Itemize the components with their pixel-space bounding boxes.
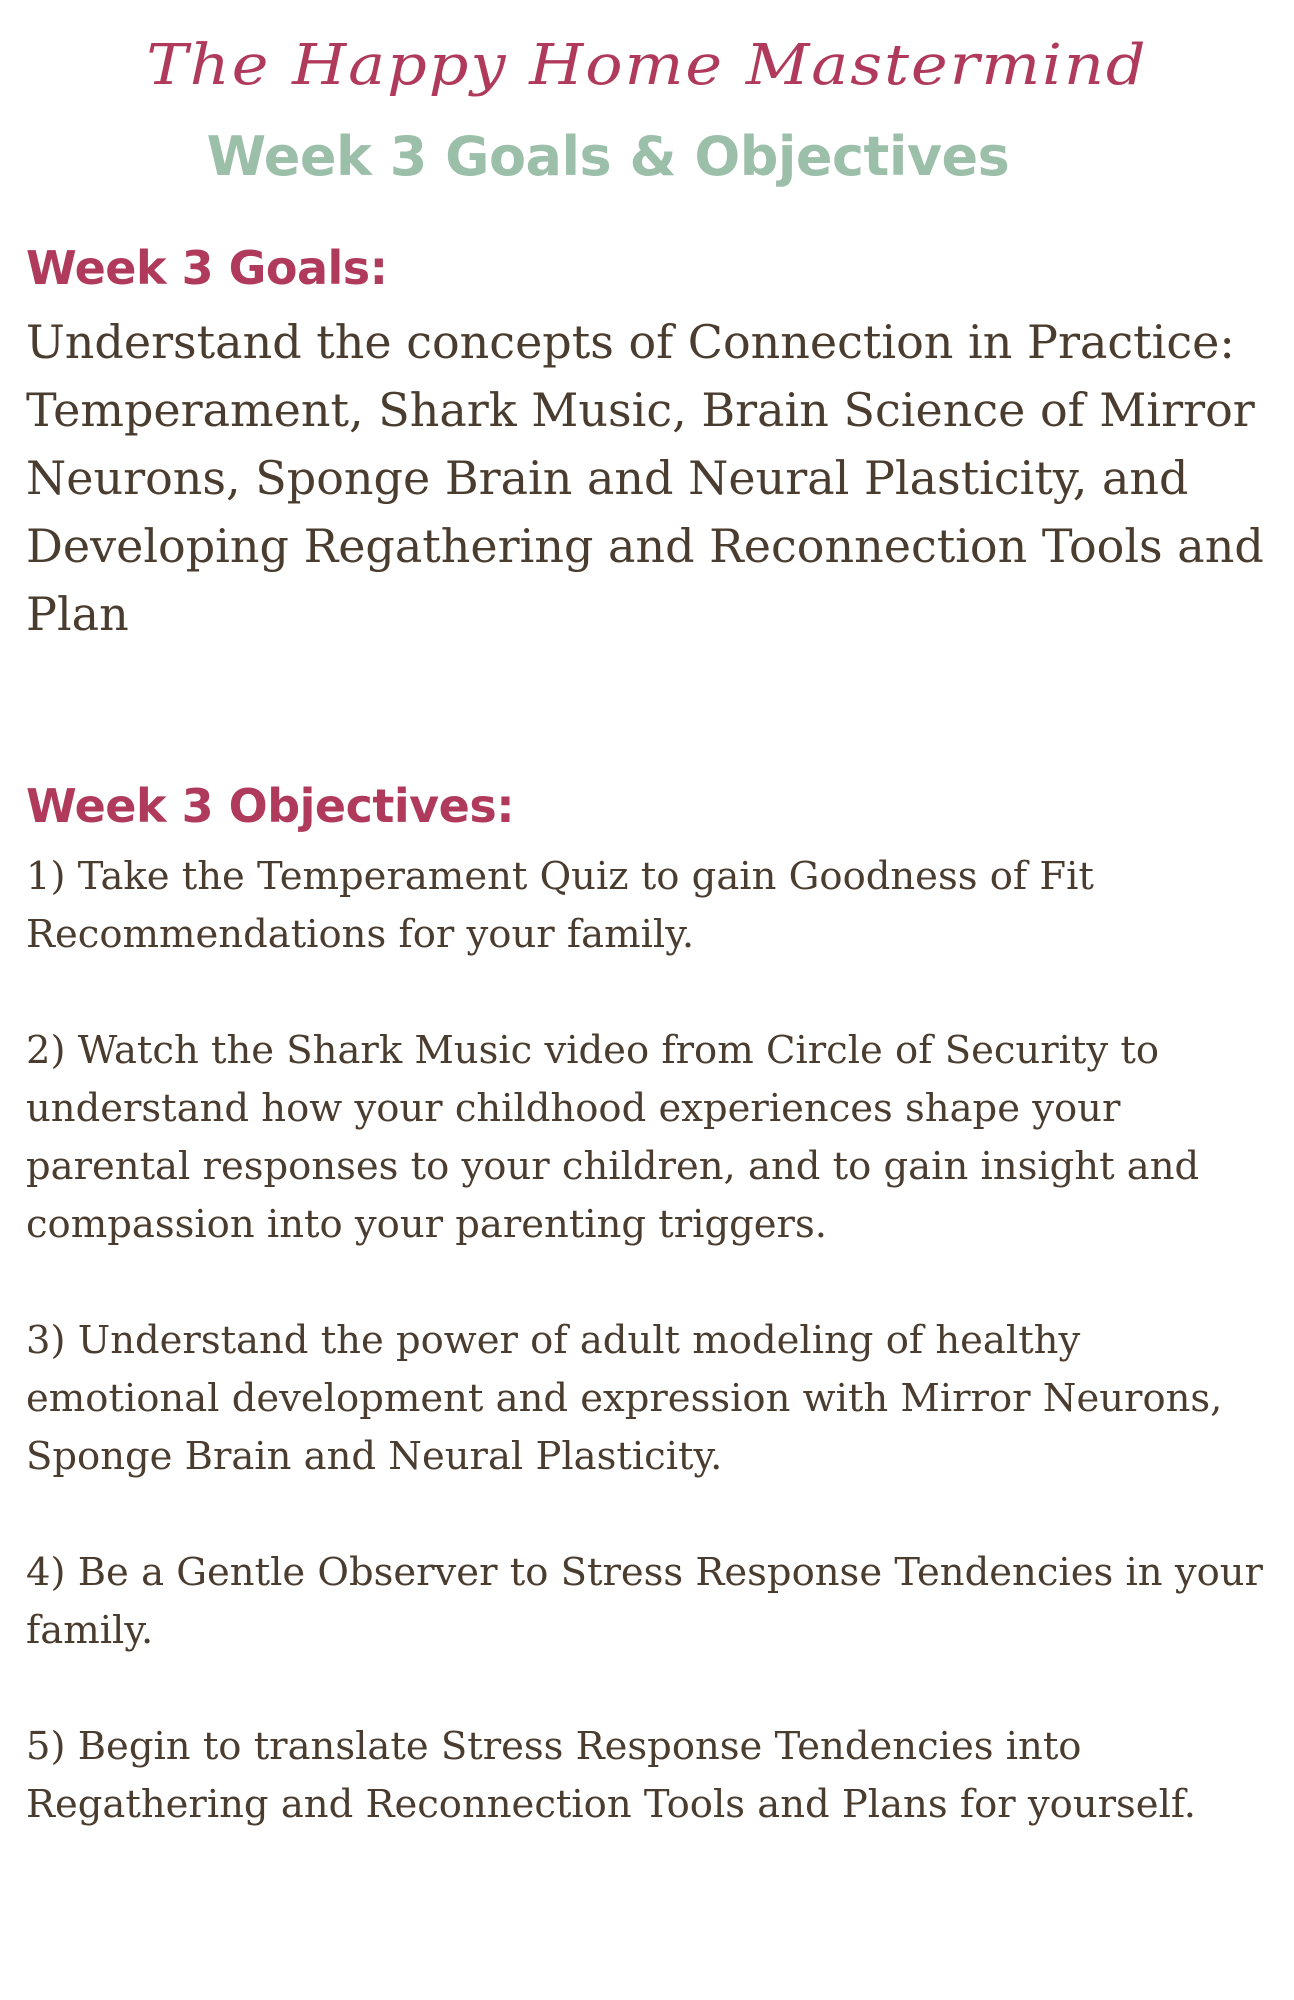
page-subtitle: Week 3 Goals & Objectives (206, 125, 1010, 188)
objective-item-5: 5) Begin to translate Stress Response Tendencies into Regathering and Reconnection Tools and Plans for yourself. (26, 1724, 1197, 1827)
goals-text: Understand the concepts of Connection in Practice: Temperament, Shark Music, Brain Science of Mirror Neurons, Sponge Brain and Neural Plasticity, and Developing Regathering and Reconnection Tools and Plan (26, 315, 1264, 641)
objective-item-1: 1) Take the Temperament Quiz to gain Goodness of Fit Recommendations for your family. (26, 854, 1094, 957)
objective-item-3: 3) Understand the power of adult modeling of healthy emotional development and expression with Mirror Neurons, Sponge Brain and Neural Plasticity. (26, 1318, 1223, 1479)
objective-item-4: 4) Be a Gentle Observer to Stress Response Tendencies in your family. (26, 1550, 1263, 1653)
script-title: The Happy Home Mastermind (146, 31, 1148, 98)
objectives-heading: Week 3 Objectives: (26, 779, 515, 833)
goals-heading: Week 3 Goals: (26, 241, 388, 295)
objective-item-2: 2) Watch the Shark Music video from Circle of Security to understand how your childhood experiences shape your parental responses to your children, and to gain insight and compassion into your parenting triggers. (26, 1028, 1200, 1247)
objectives-list (26, 848, 1276, 1892)
